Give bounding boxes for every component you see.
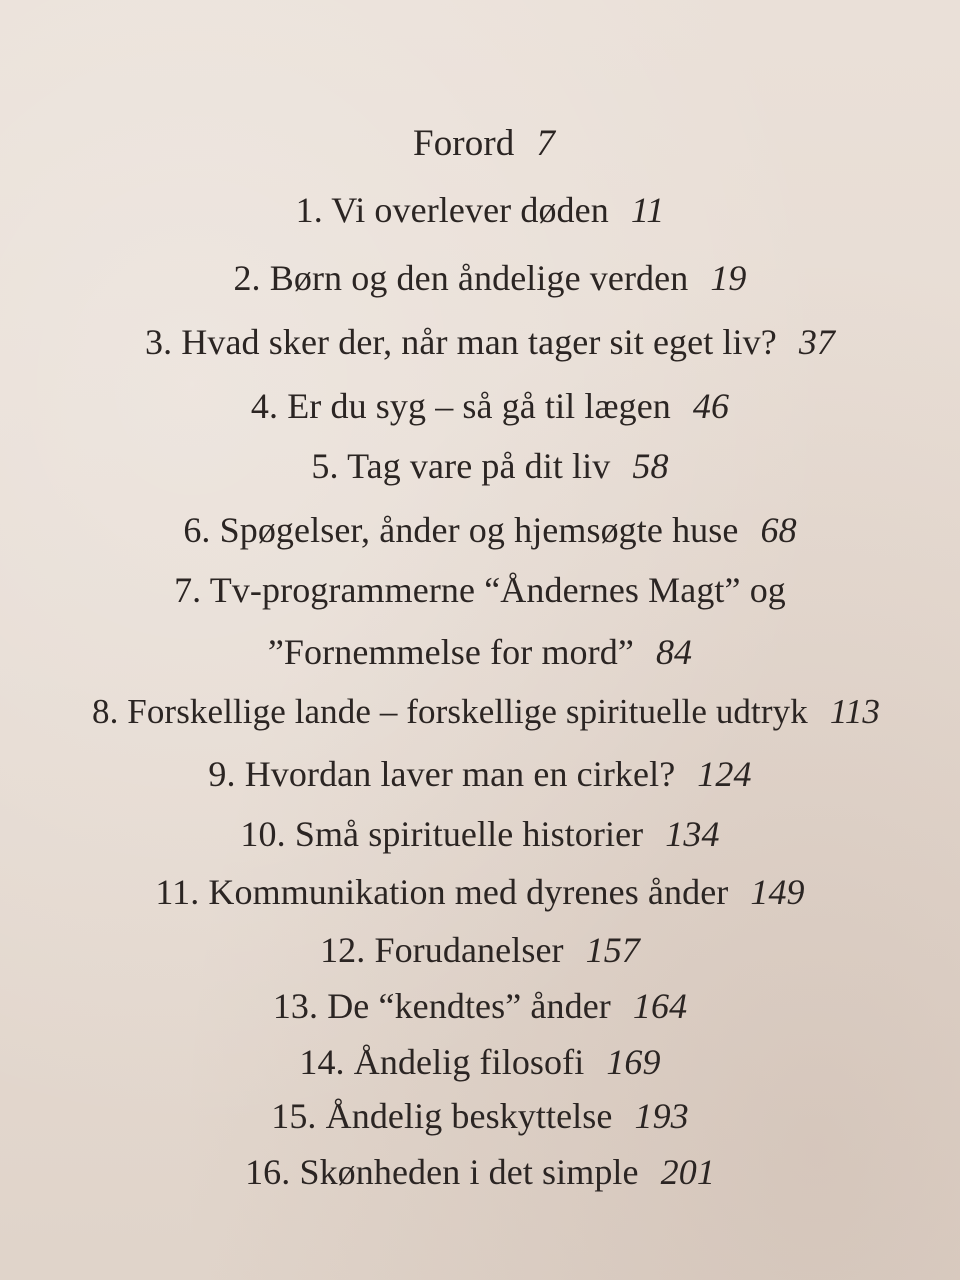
toc-entry-page: 46 xyxy=(692,386,730,426)
toc-entry-title: ”Fornemmelse for mord” xyxy=(267,632,634,672)
toc-entry xyxy=(0,926,960,974)
toc-entry xyxy=(0,442,960,490)
toc-entry-title: 6. Spøgelser, ånder og hjemsøgte huse xyxy=(183,510,739,550)
toc-entry-page: 7 xyxy=(536,123,555,164)
toc-entry-page: 149 xyxy=(750,872,805,912)
toc-entry-page: 134 xyxy=(665,814,720,854)
toc-entry-title: 8. Forskellige lande – forskellige spirituelle udtryk xyxy=(91,692,808,731)
toc-entry xyxy=(0,566,960,614)
toc-entry-page: 164 xyxy=(632,986,688,1026)
toc-entry-page: 201 xyxy=(660,1152,715,1192)
toc-entry-title: 11. Kommunikation med dyrenes ånder xyxy=(155,872,729,912)
toc-entry xyxy=(0,982,960,1030)
toc-entry-page: 68 xyxy=(760,510,797,550)
toc-entry-page: 157 xyxy=(585,930,640,970)
toc-entry-continuation xyxy=(0,628,960,676)
toc-entry-title: 13. De “kendtes” ånder xyxy=(272,986,611,1026)
toc-entry-title: 3. Hvad sker der, når man tager sit eget liv? xyxy=(144,322,777,362)
toc-entry-page: 113 xyxy=(829,692,881,731)
toc-entry xyxy=(0,810,960,858)
toc-entry-title: 15. Åndelig beskyttelse xyxy=(271,1096,613,1136)
toc-entry xyxy=(0,506,960,554)
toc-entry xyxy=(0,688,960,736)
toc-entry-page: 193 xyxy=(634,1096,689,1136)
toc-entry xyxy=(0,868,960,916)
toc-entry-page: 11 xyxy=(630,190,665,230)
toc-entry xyxy=(0,254,960,302)
toc-entry-title: 7. Tv-programmerne “Åndernes Magt” og xyxy=(174,570,786,610)
toc-entry-title: 2. Børn og den åndelige verden xyxy=(233,258,689,298)
toc-entry-title: 1. Vi overlever døden xyxy=(295,190,609,230)
toc-entry-page: 169 xyxy=(606,1042,661,1082)
toc-entry-title: 5. Tag vare på dit liv xyxy=(311,446,611,486)
toc-entry xyxy=(0,1148,960,1196)
toc-entry-page: 19 xyxy=(710,258,747,298)
toc-entry-title: Forord xyxy=(413,123,515,164)
toc-entry-title: 9. Hvordan laver man en cirkel? xyxy=(208,754,676,794)
toc-entry xyxy=(0,120,960,168)
toc-entry-title: 14. Åndelig filosofi xyxy=(299,1042,585,1082)
toc-entry xyxy=(0,318,960,366)
toc-entry xyxy=(0,186,960,234)
toc-entry xyxy=(0,750,960,798)
toc-entry xyxy=(0,1092,960,1140)
toc-entry-title: 16. Skønheden i det simple xyxy=(245,1152,639,1192)
toc-entry-title: 4. Er du syg – så gå til lægen xyxy=(250,386,671,426)
toc-entry-page: 37 xyxy=(798,322,836,362)
toc-entry-title: 12. Forudanelser xyxy=(320,930,564,970)
toc-entry-page: 58 xyxy=(632,446,669,486)
toc-entry-title: 10. Små spirituelle historier xyxy=(240,814,644,854)
toc-entry xyxy=(0,382,960,430)
toc-entry xyxy=(0,1038,960,1086)
toc-entry-page: 124 xyxy=(697,754,752,794)
toc-entry-page: 84 xyxy=(655,632,693,672)
